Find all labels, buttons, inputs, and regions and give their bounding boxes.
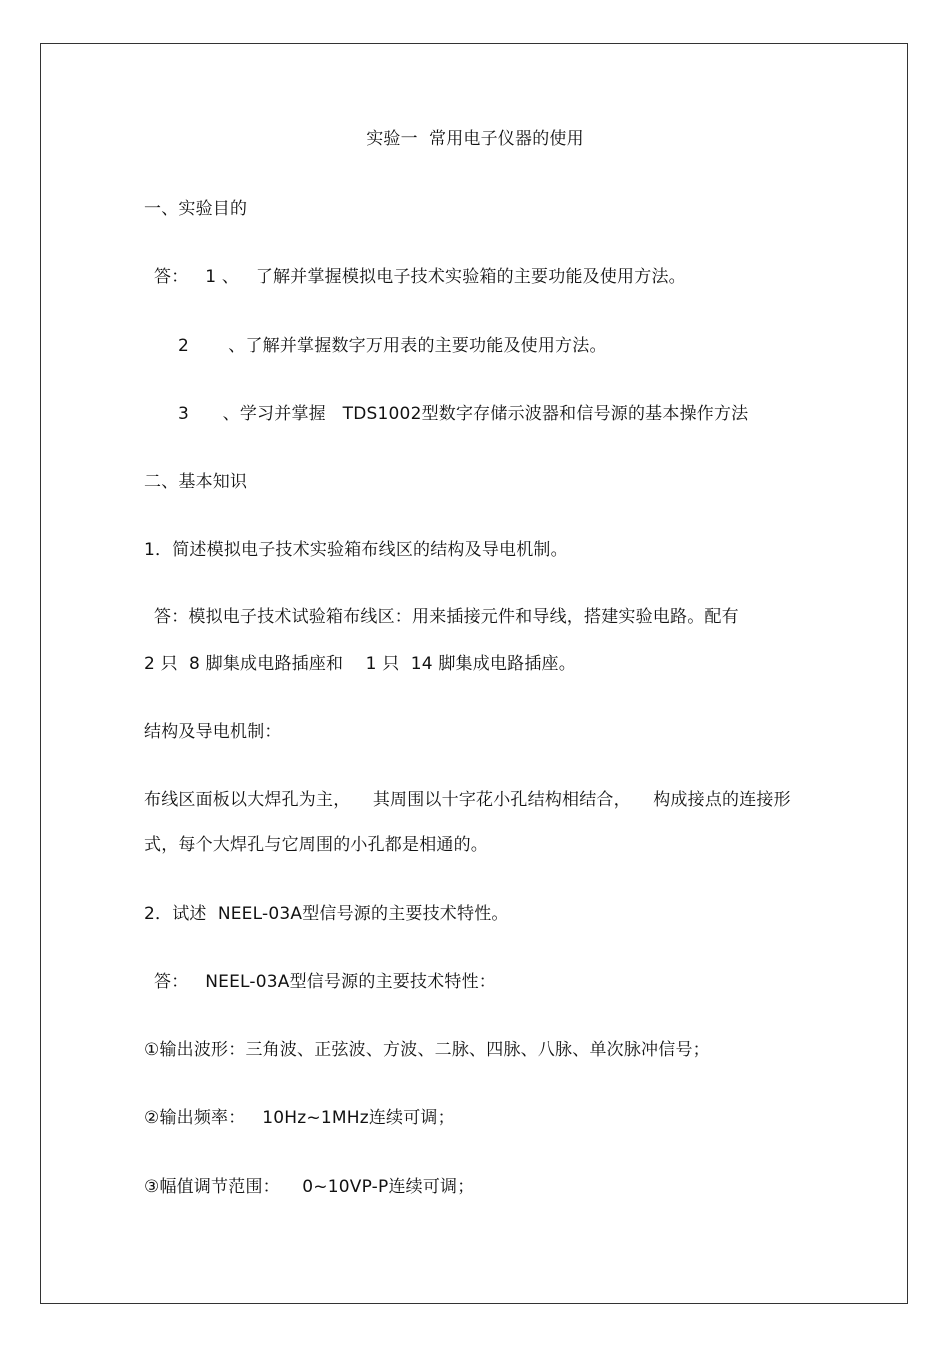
structure-line-1: 布线区面板以大焊孔为主， 其周围以十字花小孔结构相结合， 构成接点的连接形 [144,790,791,810]
objective-item-1: 答： 1 、 了解并掌握模拟电子技术实验箱的主要功能及使用方法。 [154,267,686,287]
question-2: 2．试述 NEEL-03A型信号源的主要技术特性。 [144,904,509,924]
objective-item-2: 2 、了解并掌握数字万用表的主要功能及使用方法。 [178,336,607,356]
answer-1-line-2: 2 只 8 脚集成电路插座和 1 只 14 脚集成电路插座。 [144,654,576,674]
section-heading-basics: 二、基本知识 [144,472,248,492]
feature-item-1: ①输出波形：三角波、正弦波、方波、二脉、四脉、八脉、单次脉冲信号； [144,1040,710,1060]
answer-1-line-1: 答：模拟电子技术试验箱布线区：用来插接元件和导线，搭建实验电路。配有 [154,607,739,627]
feature-item-2: ②输出频率： 10Hz~1MHz连续可调； [144,1108,455,1128]
section-heading-objectives: 一、实验目的 [144,199,248,219]
document-title: 实验一 常用电子仪器的使用 [366,129,584,149]
objective-item-3: 3 、学习并掌握 TDS1002型数字存储示波器和信号源的基本操作方法 [178,404,749,424]
question-1: 1．简述模拟电子技术实验箱布线区的结构及导电机制。 [144,540,568,560]
structure-line-2: 式，每个大焊孔与它周围的小孔都是相通的。 [144,835,488,855]
structure-label: 结构及导电机制： [144,722,282,742]
feature-item-3: ③幅值调节范围： 0~10VP-P连续可调； [144,1177,475,1197]
answer-2-intro: 答： NEEL-03A型信号源的主要技术特性： [154,972,496,992]
